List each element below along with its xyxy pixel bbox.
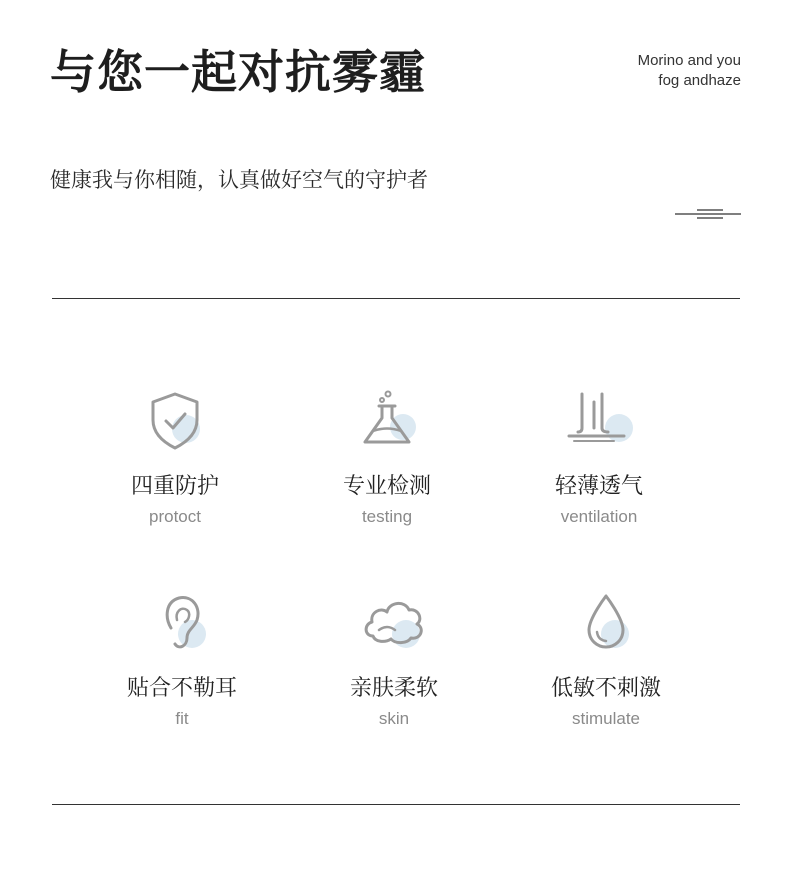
feature-subtitle: ventilation (560, 507, 638, 526)
feature-breathable (499, 388, 699, 528)
feature-subtitle: skin (378, 709, 410, 728)
bottom-divider (52, 804, 740, 805)
feature-subtitle: testing (361, 507, 413, 526)
feature-title: 四重防护 (130, 474, 219, 499)
water-drop-icon (571, 590, 641, 656)
feature-fit (82, 590, 282, 730)
feature-title: 低敏不刺激 (550, 676, 661, 701)
feature-subtitle: stimulate (571, 709, 641, 728)
feature-testing (287, 388, 487, 528)
decorative-lines (675, 205, 741, 221)
english-tagline-line2: fog andhaze (658, 72, 741, 89)
page-title: 与您一起对抗雾霾 (50, 45, 426, 99)
feature-hypoallergenic (506, 590, 706, 730)
flask-icon (352, 388, 422, 454)
shield-check-icon (140, 388, 210, 454)
feature-title: 贴合不勒耳 (126, 676, 237, 701)
airflow-icon (564, 388, 634, 454)
top-divider (52, 298, 740, 299)
feature-subtitle: protoct (149, 507, 201, 526)
english-tagline (638, 51, 741, 91)
feature-subtitle: fit (175, 709, 189, 728)
cloud-icon (359, 590, 429, 656)
feature-soft (294, 590, 494, 730)
feature-title: 亲肤柔软 (349, 676, 438, 701)
ear-icon (147, 590, 217, 656)
english-tagline-line1: Morino and you (637, 52, 741, 69)
feature-title: 专业检测 (342, 474, 431, 499)
subtitle: 健康我与你相随，认真做好空气的守护者 (50, 168, 428, 192)
feature-title: 轻薄透气 (554, 474, 643, 499)
feature-protection (75, 388, 275, 528)
